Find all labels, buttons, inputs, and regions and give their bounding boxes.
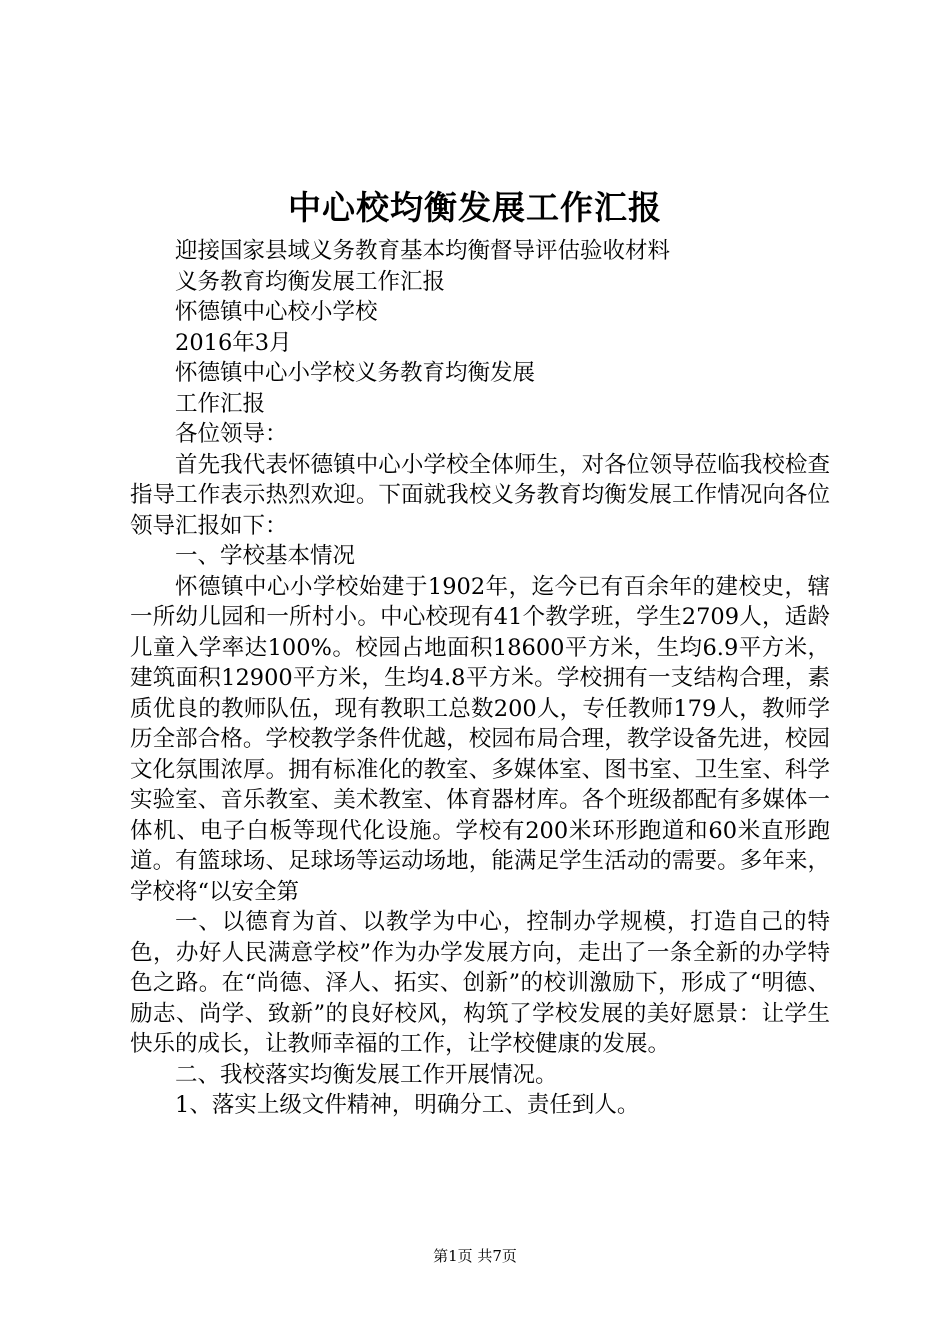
paragraph-philosophy: 一、以德育为首、以教学为中心，控制办学规模，打造自己的特色，办好人民满意学校”作为办学发展方向，走出了一条全新的办学特色之路。在“尚德、泽人、拓实、创新”的校训激励下，形成了“明德、励志、尚学、致新”的良好校风，构筑了学校发展的美好愿景：让学生快乐的成长，让教师幸福的工作，让学校健康的发展。 xyxy=(130,909,830,1057)
paragraph-date: 2016年3月 xyxy=(175,329,292,356)
paragraph-subtitle: 怀德镇中心小学校义务教育均衡发展 xyxy=(175,360,536,386)
page-number: 第1页 共7页 xyxy=(433,1247,517,1265)
paragraph-report-name: 义务教育均衡发展工作汇报 xyxy=(175,268,446,295)
paragraph-salutation: 各位领导： xyxy=(175,421,288,447)
paragraph-event: 迎接国家县域义务教育基本均衡督导评估验收材料 xyxy=(175,238,671,264)
subsection-heading-1: 1、落实上级文件精神，明确分工、责任到人。 xyxy=(175,1092,640,1118)
paragraph-subtitle-cont: 工作汇报 xyxy=(175,390,266,417)
section-heading-1: 一、学校基本情况 xyxy=(175,543,356,569)
paragraph-basic-info: 怀德镇中心小学校始建于1902年，迄今已有百余年的建校史，辖一所幼儿园和一所村小。中心校现有41个教学班，学生2709人，适龄儿童入学率达100%。校园占地面积18600平方米，生均6.9平方米，建筑面积12900平方米，生均4.8平方米。学校拥有一支结构合理，素质优良的教师队伍，现有教职工总数200人，专任教师179人，教师学历全部合格。学校教学条件优越，校园布局合理，教学设备先进，校园文化氛围浓厚。拥有标准化的教室、多媒体室、图书室、卫生室、科学实验室、音乐教室、美术教室、体育器材库。各个班级都配有多媒体一体机、电子白板等现代化设施。学校有200米环形跑道和60米直形跑道。有篮球场、足球场等运动场地，能满足学生活动的需要。多年来，学校将“以安全第 xyxy=(130,573,830,905)
paragraph-welcome: 首先我代表怀德镇中心小学校全体师生，对各位领导莅临我校检查指导工作表示热烈欢迎。下面就我校义务教育均衡发展工作情况向各位领导汇报如下： xyxy=(130,451,830,539)
document-body xyxy=(130,236,830,1121)
section-heading-2: 二、我校落实均衡发展工作开展情况。 xyxy=(175,1061,558,1088)
paragraph-school: 怀德镇中心校小学校 xyxy=(175,299,378,325)
document-title: 中心校均衡发展工作汇报 xyxy=(288,188,662,227)
